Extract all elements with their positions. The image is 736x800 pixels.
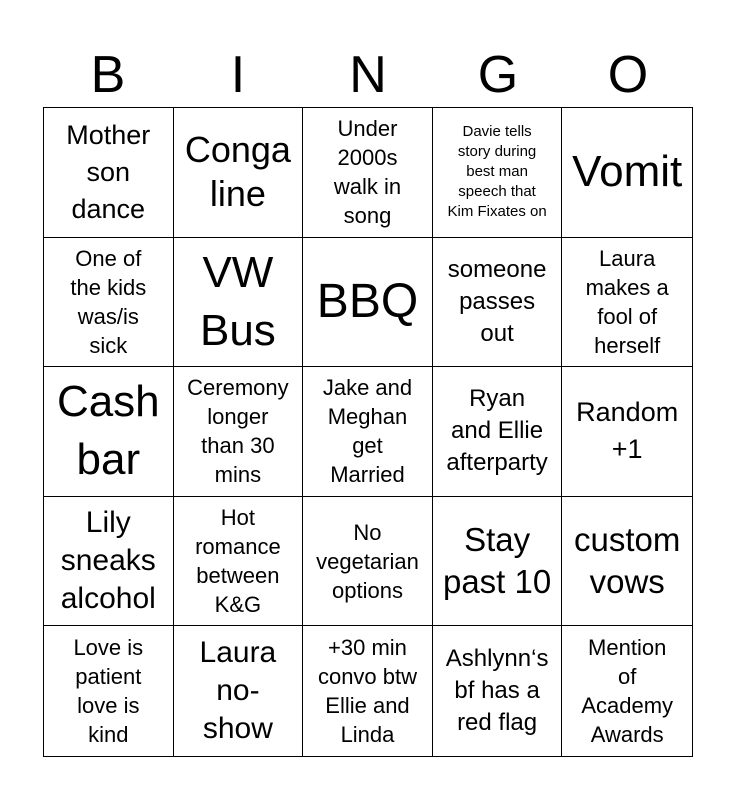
bingo-cell[interactable] bbox=[44, 497, 174, 627]
cell-text: someone passes out bbox=[447, 255, 547, 347]
cell-text: Davie tells story during best man speech that Kim Fixates on bbox=[447, 123, 547, 221]
cell-text: Jake and Meghan get Married bbox=[322, 375, 413, 488]
bingo-cell[interactable] bbox=[44, 238, 174, 368]
cell-text: BBQ bbox=[316, 274, 419, 328]
bingo-cell[interactable] bbox=[433, 367, 563, 497]
header-letter-o: O bbox=[607, 46, 649, 104]
cell-text: Laura makes a fool of herself bbox=[585, 245, 669, 358]
bingo-cell[interactable] bbox=[303, 626, 433, 756]
bingo-header bbox=[43, 44, 693, 106]
header-letter-b: B bbox=[90, 46, 126, 104]
bingo-cell[interactable] bbox=[433, 238, 563, 368]
cell-text: One of the kids was/is sick bbox=[70, 245, 147, 358]
cell-text: No vegetarian options bbox=[316, 519, 419, 603]
cell-text: Love is patient love is kind bbox=[73, 635, 144, 748]
cell-text: Mother son dance bbox=[66, 119, 151, 224]
cell-text: Random +1 bbox=[576, 397, 679, 465]
cell-text: Ashlynn‘s bf has a red flag bbox=[445, 645, 549, 737]
bingo-cell[interactable] bbox=[303, 367, 433, 497]
bingo-cell[interactable] bbox=[303, 497, 433, 627]
bingo-cell[interactable] bbox=[174, 108, 304, 238]
cell-text: custom vows bbox=[574, 521, 681, 601]
bingo-cell[interactable] bbox=[433, 108, 563, 238]
header-letter-g: G bbox=[477, 46, 519, 104]
cell-text: +30 min convo btw Ellie and Linda bbox=[317, 635, 418, 748]
cell-text: Hot romance between K&G bbox=[195, 505, 281, 618]
bingo-cell[interactable] bbox=[562, 108, 692, 238]
bingo-cell[interactable] bbox=[174, 497, 304, 627]
bingo-cell[interactable] bbox=[303, 108, 433, 238]
cell-text: Cash bar bbox=[56, 377, 160, 485]
bingo-cell[interactable] bbox=[44, 626, 174, 756]
bingo-cell[interactable] bbox=[303, 238, 433, 368]
cell-text: Mention of Academy Awards bbox=[581, 635, 674, 748]
bingo-cell[interactable] bbox=[174, 367, 304, 497]
cell-text: Stay past 10 bbox=[442, 521, 552, 601]
header-letter-i: I bbox=[230, 46, 246, 104]
cell-text: Vomit bbox=[572, 147, 683, 197]
bingo-cell[interactable] bbox=[44, 367, 174, 497]
header-letter-n: N bbox=[349, 46, 387, 104]
bingo-cell[interactable] bbox=[562, 367, 692, 497]
bingo-cell[interactable] bbox=[433, 626, 563, 756]
bingo-cell[interactable] bbox=[44, 108, 174, 238]
bingo-cell[interactable] bbox=[562, 626, 692, 756]
bingo-cell[interactable] bbox=[174, 238, 304, 368]
cell-text: Conga line bbox=[184, 129, 291, 215]
cell-text: Ceremony longer than 30 mins bbox=[187, 375, 289, 488]
bingo-board bbox=[43, 107, 693, 757]
bingo-cell[interactable] bbox=[433, 497, 563, 627]
cell-text: Laura no- show bbox=[199, 636, 277, 746]
bingo-cell[interactable] bbox=[562, 497, 692, 627]
bingo-cell[interactable] bbox=[174, 626, 304, 756]
cell-text: Ryan and Ellie afterparty bbox=[446, 385, 548, 477]
cell-text: VW Bus bbox=[199, 247, 276, 355]
bingo-cell[interactable] bbox=[562, 238, 692, 368]
cell-text: Lily sneaks alcohol bbox=[60, 506, 156, 616]
cell-text: Under 2000s walk in song bbox=[333, 116, 402, 229]
